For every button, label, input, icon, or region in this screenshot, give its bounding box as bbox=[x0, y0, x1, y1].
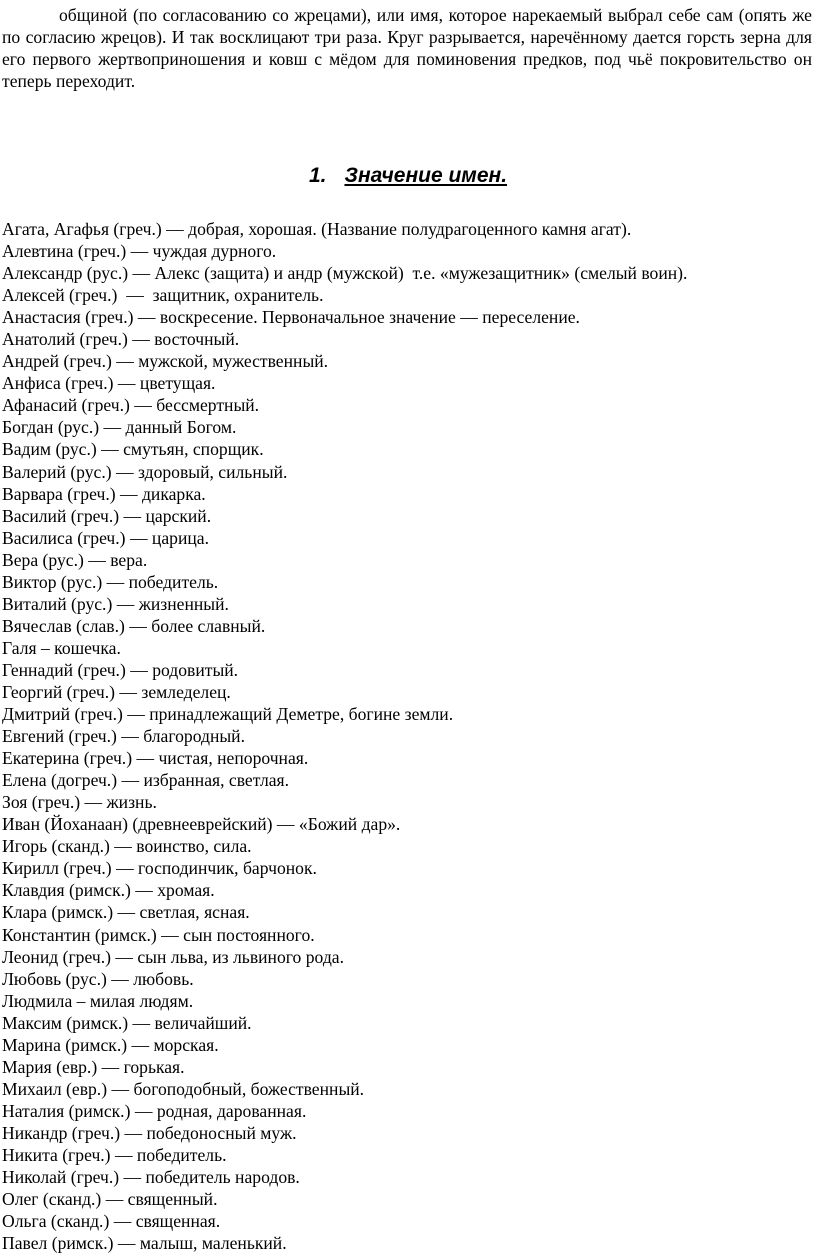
name-entry: Анфиса (греч.) — цветущая. bbox=[2, 373, 216, 394]
name-entry: Леонид (греч.) — сын льва, из львиного рода. bbox=[2, 946, 344, 967]
name-entry: Ольга (сканд.) — священная. bbox=[2, 1211, 221, 1232]
name-entry: Вячеслав (слав.) — более славный. bbox=[2, 615, 266, 636]
name-entry: Варвара (греч.) — дикарка. bbox=[2, 483, 206, 504]
name-entry: Никандр (греч.) — победоносный муж. bbox=[2, 1122, 297, 1143]
name-entry: Марина (римск.) — морская. bbox=[2, 1034, 219, 1055]
name-entry: Галя – кошечка. bbox=[2, 637, 121, 658]
name-entry: Иван (Йоханаан) (древнееврейский) — «Божий дар». bbox=[2, 814, 401, 835]
name-entry: Геннадий (греч.) — родовитый. bbox=[2, 659, 239, 680]
name-entry: Мария (евр.) — горькая. bbox=[2, 1056, 185, 1077]
name-entry: Вадим (рус.) — смутьян, спорщик. bbox=[2, 439, 264, 460]
intro-paragraph: общиной (по согласованию со жрецами), или имя, которое нарекаемый выбрал себе сам (опять же по согласию жрецов). И так восклицают три раза. Круг разрывается, наречённому дается горсть зерна для его первого жертвоприношения и ковш с мёдом для поминовения предков, под чьё покровительство он теперь переходит. bbox=[2, 5, 812, 91]
name-entry: Константин (римск.) — сын постоянного. bbox=[2, 924, 315, 945]
name-entry: Алексей (греч.) — защитник, охранитель. bbox=[2, 285, 324, 306]
name-entry: Анатолий (греч.) — восточный. bbox=[2, 329, 240, 350]
section-number: 1. bbox=[308, 164, 327, 187]
name-entry: Никита (греч.) — победитель. bbox=[2, 1144, 227, 1165]
name-entry: Клавдия (римск.) — хромая. bbox=[2, 880, 215, 901]
name-entry: Виктор (рус.) — победитель. bbox=[2, 571, 219, 592]
name-entry: Зоя (греч.) — жизнь. bbox=[2, 792, 157, 813]
name-entry: Богдан (рус.) — данный Богом. bbox=[2, 417, 237, 438]
name-entry: Дмитрий (греч.) — принадлежащий Деметре, богине земли. bbox=[2, 704, 454, 725]
name-entry: Павел (римск.) — малыш, маленький. bbox=[2, 1233, 287, 1254]
name-entry: Алевтина (греч.) — чуждая дурного. bbox=[2, 241, 277, 262]
name-entry: Василий (греч.) — царский. bbox=[2, 505, 212, 526]
section-heading bbox=[0, 162, 816, 190]
name-entry: Андрей (греч.) — мужской, мужественный. bbox=[2, 351, 329, 372]
names-list bbox=[2, 218, 814, 1254]
name-entry: Николай (греч.) — победитель народов. bbox=[2, 1167, 300, 1188]
name-entry: Анастасия (греч.) — воскресение. Первоначальное значение — переселение. bbox=[2, 307, 580, 328]
name-entry: Любовь (рус.) — любовь. bbox=[2, 968, 194, 989]
name-entry: Олег (сканд.) — священный. bbox=[2, 1189, 218, 1210]
name-entry: Василиса (греч.) — царица. bbox=[2, 527, 209, 548]
name-entry: Кирилл (греч.) — господинчик, барчонок. bbox=[2, 858, 317, 879]
name-entry: Елена (догреч.) — избранная, светлая. bbox=[2, 770, 290, 791]
name-entry: Афанасий (греч.) — бессмертный. bbox=[2, 395, 260, 416]
name-entry: Максим (римск.) — величайший. bbox=[2, 1012, 252, 1033]
name-entry: Евгений (греч.) — благородный. bbox=[2, 726, 245, 747]
name-entry: Виталий (рус.) — жизненный. bbox=[2, 593, 229, 614]
name-entry: Игорь (сканд.) — воинство, сила. bbox=[2, 836, 252, 857]
name-entry: Наталия (римск.) — родная, дарованная. bbox=[2, 1100, 307, 1121]
name-entry: Георгий (греч.) — земледелец. bbox=[2, 681, 231, 702]
name-entry: Михаил (евр.) — богоподобный, божественный. bbox=[2, 1078, 365, 1099]
name-entry: Агата, Агафья (греч.) — добрая, хорошая. (Название полудрагоценного камня агат). bbox=[2, 219, 632, 239]
name-entry: Вера (рус.) — вера. bbox=[2, 549, 148, 570]
name-entry: Екатерина (греч.) — чистая, непорочная. bbox=[2, 748, 309, 769]
name-entry: Александр (рус.) — Алекс (защита) и андр (мужской) т.е. «мужезащитник» (смелый воин). bbox=[2, 263, 688, 284]
section-title: Значение имен. bbox=[344, 164, 508, 187]
name-entry: Клара (римск.) — светлая, ясная. bbox=[2, 902, 250, 923]
name-entry: Валерий (рус.) — здоровый, сильный. bbox=[2, 461, 288, 482]
name-entry: Людмила – милая людям. bbox=[2, 990, 194, 1011]
